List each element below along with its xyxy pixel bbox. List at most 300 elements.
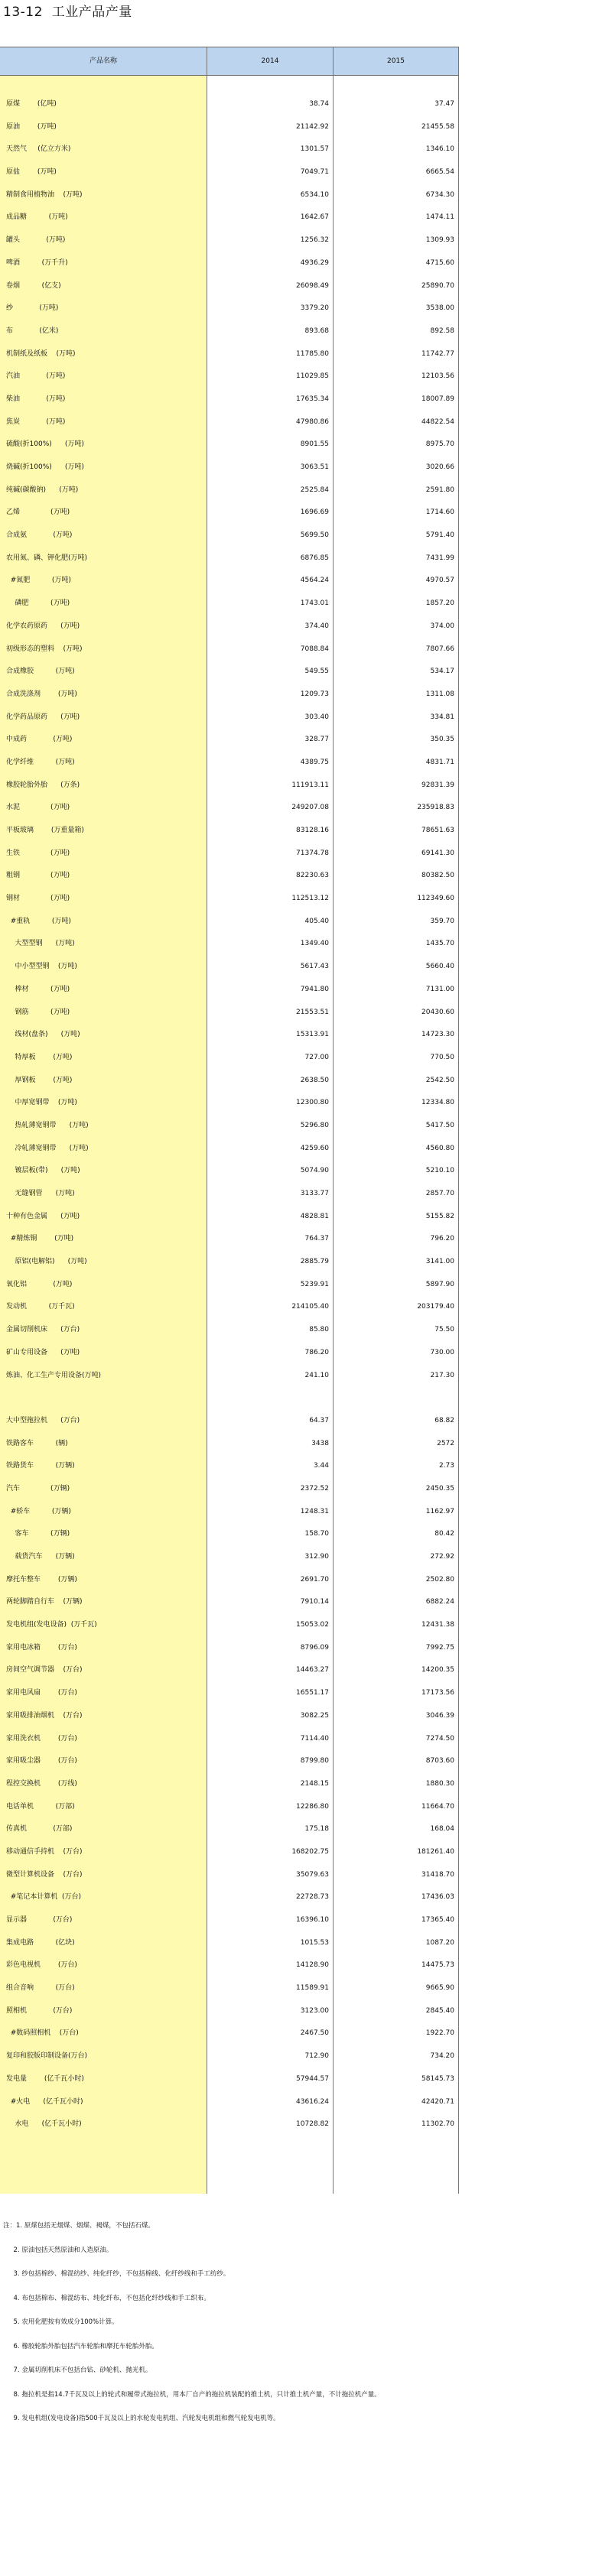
value-2015-cell: 12103.56 [421,372,454,381]
value-2015-cell: 7992.75 [425,1643,454,1652]
value-2014-cell: 8799.80 [300,1757,329,1766]
product-name-cell: 矿山专用设备 (万吨) [6,1348,80,1356]
table-row [0,93,459,116]
table-row [0,479,459,502]
footnote-item: 2. 原油包括天然原油和人造原油。 [3,2246,113,2254]
value-2015-cell: 11302.70 [421,2120,454,2129]
table-row [0,206,459,229]
product-name-cell: #精炼铜 (万吨) [6,1235,74,1243]
value-2014-cell: 14128.90 [296,1961,329,1970]
table-row [0,1728,459,1751]
value-2015-cell: 58145.73 [421,2074,454,2083]
value-2015-cell: 68.82 [434,1416,454,1424]
page-title: 13-12 工业产品产量 [3,5,132,20]
value-2015-cell: 9665.90 [425,1984,454,1993]
product-name-cell: 镀层板(带) (万吨) [6,1167,80,1175]
value-2014-cell: 214105.40 [291,1303,329,1311]
value-2014-cell: 2148.15 [300,1779,329,1788]
value-2014-cell: 549.55 [304,668,329,676]
table-row [0,184,459,207]
product-name-cell: 铁路客车 (辆) [6,1439,68,1447]
table-row [0,752,459,775]
header-product-name: 产品名称 [0,47,207,75]
product-name-cell: 棒材 (万吨) [6,985,70,993]
table-row [0,1796,459,1819]
product-name-cell: 摩托车整车 (万辆) [6,1575,77,1584]
value-2014-cell: 893.68 [304,326,329,335]
table-row [0,1296,459,1319]
value-2015-cell: 3141.00 [425,1258,454,1266]
table-row [0,1569,459,1592]
value-2014-cell: 11589.91 [296,1984,329,1993]
header-year-2014: 2014 [207,47,334,75]
value-2014-cell: 727.00 [304,1053,329,1061]
value-2014-cell: 22728.73 [296,1893,329,1902]
value-2014-cell: 4389.75 [300,758,329,766]
product-name-cell: 无缝钢管 (万吨) [6,1190,75,1197]
table-row [0,979,459,1002]
product-name-cell: 钢材 (万吨) [6,895,70,903]
table-row [0,252,459,275]
value-2015-cell: 2542.50 [425,1076,454,1084]
table-row [0,525,459,547]
table-row [0,956,459,979]
value-2014-cell: 71374.78 [296,849,329,857]
table-row [0,911,459,934]
table-row [0,2113,459,2136]
table-row [0,1750,459,1773]
value-2014-cell: 374.40 [304,622,329,630]
value-2014-cell: 17635.34 [296,395,329,403]
value-2015-cell: 359.70 [430,917,454,925]
value-2014-cell: 1256.32 [300,236,329,245]
table-row [0,434,459,456]
value-2014-cell: 3133.77 [300,1190,329,1197]
product-name-cell: 家用电冰箱 (万台) [6,1643,77,1652]
table-row [0,2045,459,2068]
product-name-cell: 电话单机 (万部) [6,1802,75,1811]
value-2015-cell: 168.04 [430,1825,454,1834]
value-2015-cell: 6882.24 [425,1598,454,1606]
footnote-item: 注：1. 原煤包括无烟煤、烟煤、褐煤，不包括石煤。 [3,2222,155,2230]
table-row [0,1092,459,1115]
value-2015-cell [334,1387,459,1410]
value-2015-cell: 92831.39 [421,781,454,789]
value-2014-cell: 3123.00 [300,2006,329,2015]
value-2015-cell: 235918.83 [417,804,454,812]
product-name-cell: 发电量 (亿千瓦小时) [6,2074,84,2083]
value-2014-cell: 43616.24 [296,2097,329,2106]
product-name-cell: 生铁 (万吨) [6,849,70,857]
product-name-cell: 发动机 (万千瓦) [6,1303,75,1311]
value-2015-cell: 2450.35 [425,1484,454,1493]
table-row [0,1455,459,1478]
value-2014-cell: 16551.17 [296,1689,329,1697]
value-2014-cell: 7114.40 [300,1734,329,1743]
value-2015-cell: 730.00 [430,1348,454,1356]
product-name-cell: 柴油 (万吨) [6,395,66,403]
value-2015-cell: 112349.60 [417,895,454,903]
footnote-item: 4. 布包括棉布、棉混纺布、纯化纤布，不包括化纤纱线和手工织布。 [3,2294,210,2302]
table-row [0,1501,459,1524]
product-name-cell: 硫酸(折100%) (万吨) [6,440,84,449]
value-2015-cell: 21455.58 [421,122,454,131]
value-2015-cell: 1087.20 [425,1938,454,1947]
value-2014-cell: 12300.80 [296,1099,329,1107]
table-row [0,2000,459,2023]
value-2014-cell: 7049.71 [300,168,329,177]
value-2015-cell: 1714.60 [425,508,454,517]
table-row [0,1183,459,1206]
table-row [0,1841,459,1864]
value-2014-cell: 764.37 [304,1235,329,1243]
table-row [0,1274,459,1297]
value-2014-cell: 21553.51 [296,1008,329,1016]
table-row [0,365,459,388]
table-row [0,1138,459,1161]
value-2015-cell: 2845.40 [425,2006,454,2015]
product-name-cell: 铁路货车 (万辆) [6,1462,75,1470]
product-name-cell: #轿车 (万辆) [6,1507,71,1515]
value-2015-cell: 4560.80 [425,1144,454,1152]
value-2014-cell: 38.74 [309,100,329,108]
table-row [0,1659,459,1682]
value-2015-cell: 734.20 [430,2052,454,2061]
value-2014-cell: 303.40 [304,713,329,721]
table-row [0,388,459,411]
table-row [0,820,459,843]
product-name-cell: 家用洗衣机 (万台) [6,1734,77,1743]
value-2014-cell: 57944.57 [296,2074,329,2083]
product-name-cell: 彩色电视机 (万台) [6,1961,77,1970]
value-2015-cell: 17436.03 [421,1893,454,1902]
table-row [0,1433,459,1456]
table-row [0,1024,459,1047]
value-2014-cell: 2691.70 [300,1575,329,1584]
value-2015-cell: 8703.60 [425,1757,454,1766]
product-name-cell: 中小型型钢 (万吨) [6,963,77,971]
product-name-cell: 水泥 (万吨) [6,804,70,812]
value-2014-cell: 1301.57 [300,145,329,154]
product-name-cell: 载货汽车 (万辆) [6,1553,75,1561]
product-name-cell: 特厚板 (万吨) [6,1053,73,1061]
value-2014-cell: 6534.10 [300,190,329,199]
product-name-cell: 大中型拖拉机 (万台) [6,1416,80,1424]
table-row [0,1591,459,1614]
value-2015-cell: 272.92 [430,1553,454,1561]
value-2014-cell: 1015.53 [300,1938,329,1947]
table-row [0,888,459,911]
product-name-cell: 化学农药原药 (万吨) [6,622,80,630]
value-2015-cell: 11664.70 [421,1802,454,1811]
table-row [0,1115,459,1138]
value-2015-cell: 350.35 [430,736,454,744]
header-year-2015: 2015 [334,47,459,75]
value-2014-cell: 5074.90 [300,1167,329,1175]
table-row [0,729,459,752]
product-name-cell: 微型计算机设备 (万台) [6,1870,83,1879]
table-row [0,616,459,638]
table-row [0,707,459,729]
table-row [0,1342,459,1365]
value-2014-cell: 6876.85 [300,554,329,562]
value-2014-cell: 4828.81 [300,1212,329,1220]
value-2014-cell: 3379.20 [300,304,329,313]
table-row [0,411,459,434]
product-name-cell: 化学药品原药 (万吨) [6,713,80,721]
value-2014-cell: 4259.60 [300,1144,329,1152]
value-2014-cell: 7088.84 [300,645,329,653]
footnote-item: 3. 纱包括棉纱、棉混纺纱、纯化纤纱，不包括棉线、化纤纱线和手工纺纱。 [3,2270,230,2278]
table-row [0,2068,459,2091]
value-2014-cell: 4936.29 [300,258,329,267]
table-row [0,1228,459,1251]
footnotes [3,2214,381,2431]
product-name-cell: 化学纤维 (万吨) [6,758,75,766]
table-row [0,320,459,343]
product-name-cell: 合成氨 (万吨) [6,531,73,540]
product-name-cell: 精制食用植物油 (万吨) [6,190,83,199]
table-row [0,1160,459,1183]
table-row [0,570,459,593]
value-2014-cell: 1248.31 [300,1507,329,1515]
product-name-cell: 两轮脚踏自行车 (万辆) [6,1598,83,1606]
value-2014-cell: 3438 [311,1439,329,1447]
value-2015-cell: 12431.38 [421,1621,454,1629]
value-2015-cell: 5791.40 [425,531,454,540]
product-name-cell: 氧化铝 (万吨) [6,1280,73,1288]
product-name-cell: 家用吸排油烟机 (万台) [6,1711,83,1720]
table-row [0,1523,459,1546]
value-2015-cell: 4970.57 [425,577,454,585]
value-2015-cell: 203179.40 [417,1303,454,1311]
value-2014-cell: 2467.50 [300,2029,329,2038]
value-2015-cell: 12334.80 [421,1099,454,1107]
product-name-cell: 客车 (万辆) [6,1530,70,1538]
value-2015-cell: 1309.93 [425,236,454,245]
value-2015-cell: 5660.40 [425,963,454,971]
value-2014-cell: 2525.84 [300,486,329,494]
product-name-cell: 原油 (万吨) [6,122,57,131]
value-2015-cell: 3020.66 [425,463,454,471]
table-row [0,1206,459,1229]
value-2014-cell: 175.18 [304,1825,329,1834]
value-2015-cell: 7807.66 [425,645,454,653]
footnote-item: 9. 发电机组(发电设备)指500千瓦及以上的水轮发电机组、汽轮发电机组和燃气轮发电机等。 [3,2415,280,2422]
value-2014-cell: 168202.75 [291,1847,329,1856]
value-2015-cell: 2572 [437,1439,454,1447]
product-name-cell: 磷肥 (万吨) [6,599,70,608]
value-2015-cell: 5210.10 [425,1167,454,1175]
product-name-cell: 水电 (亿千瓦小时) [6,2120,82,2129]
table-row [0,684,459,707]
value-2014-cell: 12286.80 [296,1802,329,1811]
value-2014-cell: 1696.69 [300,508,329,517]
value-2014-cell: 82230.63 [296,872,329,880]
table-header [0,47,459,76]
product-name-cell: 汽车 (万辆) [6,1484,70,1493]
value-2014-cell: 5617.43 [300,963,329,971]
value-2015-cell: 42420.71 [421,2097,454,2106]
product-name-cell: 焦炭 (万吨) [6,417,66,426]
value-2015-cell: 334.81 [430,713,454,721]
table-row [0,1705,459,1728]
value-2015-cell: 6734.30 [425,190,454,199]
value-2015-cell: 5417.50 [425,1121,454,1129]
value-2014-cell: 312.90 [304,1553,329,1561]
value-2015-cell: 1346.10 [425,145,454,154]
value-2015-cell: 2857.70 [425,1190,454,1197]
table-row [0,843,459,866]
value-2014-cell: 1743.01 [300,599,329,608]
value-2014-cell: 26098.49 [296,281,329,290]
value-2014-cell: 3063.51 [300,463,329,471]
table-row [0,933,459,956]
product-name-cell: 合成洗涤剂 (万吨) [6,690,77,698]
value-2015-cell: 4715.60 [425,258,454,267]
table-row [0,1818,459,1841]
product-name-cell: 厚钢板 (万吨) [6,1076,73,1084]
table-row [0,865,459,888]
value-2015-cell: 25890.70 [421,281,454,290]
product-name-cell: 乙烯 (万吨) [6,508,70,517]
footnote-item: 8. 拖拉机是指14.7千瓦及以上的轮式和履带式拖拉机，用本厂自产的拖拉机装配的推土机，只计推土机产量，不计拖拉机产量。 [3,2390,381,2399]
product-name-cell: 布 (亿米) [6,326,59,335]
value-2015-cell: 1880.30 [425,1779,454,1788]
table-row [0,1637,459,1660]
product-name-cell: 发电机组(发电设备) (万千瓦) [6,1621,97,1629]
value-2015-cell: 75.50 [434,1326,454,1334]
table-row [0,456,459,479]
value-2014-cell: 786.20 [304,1348,329,1356]
table-row [0,661,459,684]
value-2015-cell: 7431.99 [425,554,454,562]
value-2014-cell: 3082.25 [300,1711,329,1720]
value-2015-cell: 17173.56 [421,1689,454,1697]
value-2015-cell: 892.58 [430,326,454,335]
table-row [0,138,459,161]
value-2014-cell: 2638.50 [300,1076,329,1084]
footnote-item: 7. 金属切削机床不包括台钻、砂轮机、抛光机。 [3,2366,152,2374]
product-name-cell: 冷轧薄宽钢带 (万吨) [6,1144,89,1152]
product-name-cell: #重轨 (万吨) [6,917,71,925]
table-row [0,502,459,525]
value-2014-cell: 2885.79 [300,1258,329,1266]
product-name-cell: 照相机 (万台) [6,2006,73,2015]
product-name-cell: #数码照相机 (万台) [6,2029,79,2038]
product-name-cell: 原铝(电解铝) (万吨) [6,1258,87,1266]
production-table [0,47,459,2194]
value-2014-cell: 7910.14 [300,1598,329,1606]
table-row [0,797,459,820]
value-2014-cell: 2372.52 [300,1484,329,1493]
product-name-cell: 组合音响 (万台) [6,1984,75,1993]
product-name-cell [0,1387,207,1410]
value-2015-cell: 181261.40 [417,1847,454,1856]
value-2014-cell: 14463.27 [296,1666,329,1675]
table-row [0,1864,459,1887]
value-2015-cell: 1162.97 [425,1507,454,1515]
product-name-cell: 显示器 (万台) [6,1916,73,1924]
value-2014-cell: 111913.11 [291,781,329,789]
table-row [0,1773,459,1796]
product-name-cell: 金属切削机床 (万台) [6,1326,80,1334]
value-2015-cell: 7131.00 [425,985,454,993]
value-2015-cell: 17365.40 [421,1916,454,1924]
product-name-cell: #氮肥 (万吨) [6,577,71,585]
value-2015-cell: 44822.54 [421,417,454,426]
product-name-cell: 家用电风扇 (万台) [6,1689,77,1697]
value-2015-cell: 217.30 [430,1371,454,1379]
table-row [0,1932,459,1955]
value-2015-cell: 796.20 [430,1235,454,1243]
value-2015-cell: 14200.35 [421,1666,454,1675]
product-name-cell: 大型型钢 (万吨) [6,940,75,948]
product-name-cell: 原煤 (亿吨) [6,100,57,108]
table-row [0,1070,459,1093]
table-row [0,638,459,661]
product-name-cell: 烧碱(折100%) (万吨) [6,463,84,471]
table-rows [0,93,459,2136]
footnote-item: 6. 橡胶轮胎外胎包括汽车轮胎和摩托车轮胎外胎。 [3,2342,158,2350]
product-name-cell: 移动通信手持机 (万台) [6,1847,83,1856]
table-row [0,116,459,139]
value-2015-cell: 534.17 [430,668,454,676]
value-2014-cell: 11029.85 [296,372,329,381]
value-2014-cell: 16396.10 [296,1916,329,1924]
product-name-cell: 天然气 (亿立方米) [6,145,71,154]
value-2014-cell: 15313.91 [296,1031,329,1039]
value-2015-cell: 80.42 [434,1530,454,1538]
value-2015-cell: 770.50 [430,1053,454,1061]
value-2015-cell: 2591.80 [425,486,454,494]
value-2015-cell: 7274.50 [425,1734,454,1743]
product-name-cell: 复印和胶版印制设备(万台) [6,2052,88,2061]
value-2014-cell [207,1387,334,1410]
value-2015-cell: 1435.70 [425,940,454,948]
value-2014-cell: 15053.02 [296,1621,329,1629]
product-name-cell: #火电 (亿千瓦小时) [6,2097,83,2106]
value-2015-cell: 4831.71 [425,758,454,766]
table-row [0,229,459,252]
product-name-cell: 房间空气调节器 (万台) [6,1666,83,1675]
table-row [0,1478,459,1501]
value-2015-cell: 80382.50 [421,872,454,880]
product-name-cell: 纯碱(碳酸钠) (万吨) [6,486,79,494]
value-2014-cell: 1349.40 [300,940,329,948]
value-2014-cell: 4564.24 [300,577,329,585]
table-row [0,2022,459,2045]
product-name-cell: 中厚宽钢带 (万吨) [6,1099,77,1107]
table-row [0,593,459,616]
product-name-cell: 啤酒 (万千升) [6,258,68,267]
value-2015-cell: 78651.63 [421,827,454,834]
value-2014-cell: 5239.91 [300,1280,329,1288]
value-2014-cell: 5699.50 [300,531,329,540]
table-body [0,76,459,2194]
product-name-cell: 程控交换机 (万线) [6,1779,77,1788]
value-2014-cell: 8901.55 [300,440,329,449]
value-2014-cell: 7941.80 [300,985,329,993]
product-name-cell: 合成橡胶 (万吨) [6,668,75,676]
value-2015-cell: 1311.08 [425,690,454,698]
value-2014-cell: 47980.86 [296,417,329,426]
product-name-cell: 农用氮、磷、钾化肥(万吨) [6,554,88,562]
product-name-cell: 传真机 (万部) [6,1825,73,1834]
value-2015-cell: 11742.77 [421,349,454,358]
value-2014-cell: 712.90 [304,2052,329,2061]
value-2014-cell: 10728.82 [296,2120,329,2129]
